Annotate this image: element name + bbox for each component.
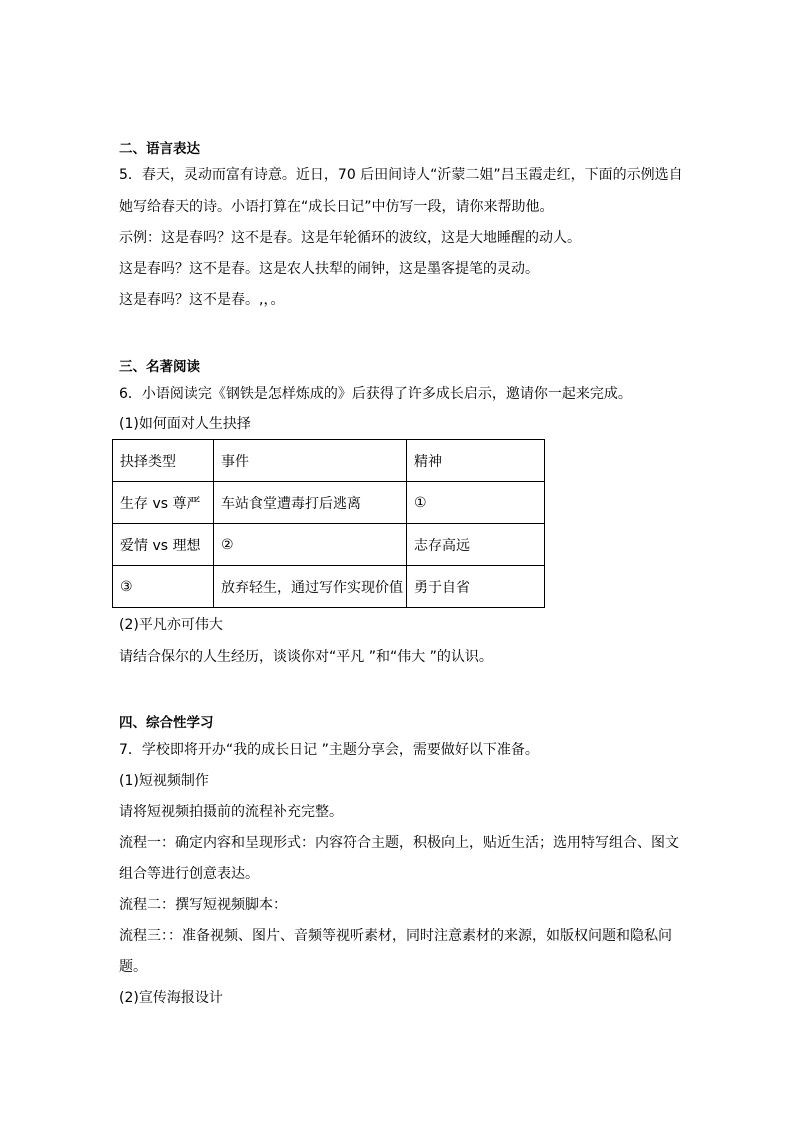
question-7-sub-2: (2)宣传海报设计 — [119, 990, 223, 1006]
table-row — [113, 566, 545, 608]
question-6-sub-2-text: 请结合保尔的人生经历，谈谈你对“平凡 ”和“伟大 ”的认识。 — [119, 649, 493, 665]
table-cell: 勇于自省 — [407, 566, 545, 608]
step-3-line-1: 流程三：：准备视频、图片、音频等视听素材，同时注意素材的来源，如版权问题和隐私问 — [119, 928, 672, 944]
question-7-sub-1: (1)短视频制作 — [119, 773, 209, 789]
question-6-sub-1: (1)如何面对人生抉择 — [119, 416, 251, 432]
question-5-line-2: 她写给春天的诗。小语打算在“成长日记”中仿写一段，请你来帮助他。 — [119, 199, 554, 215]
step-2: 流程二：撰写短视频脚本： — [119, 897, 287, 913]
table-header-cell: 精神 — [407, 440, 545, 482]
table-header-cell: 事件 — [214, 440, 407, 482]
example-line-2: 这是春吗？这不是春。这是农人扶犁的闹钟，这是墨客提笔的灵动。 — [119, 261, 539, 277]
table-cell: ③ — [113, 566, 214, 608]
section-heading-comprehensive: 四、综合性学习 — [119, 715, 214, 731]
question-7: 7．学校即将开办“我的成长日记 ”主题分享会，需要做好以下准备。 — [119, 742, 539, 758]
life-choices-table — [112, 439, 545, 608]
table-header-row — [113, 440, 545, 482]
table-row — [113, 482, 545, 524]
table-cell: 志存高远 — [407, 524, 545, 566]
section-heading-language: 二、语言表达 — [119, 141, 200, 157]
step-3-line-2: 题。 — [119, 959, 147, 975]
question-6-sub-2: (2)平凡亦可伟大 — [119, 617, 223, 633]
example-line-3: 这是春吗？这不是春。,，。 — [119, 292, 285, 308]
step-1-line-1: 流程一：确定内容和呈现形式：内容符合主题，积极向上，贴近生活；选用特写组合、图文 — [119, 835, 679, 851]
table-cell: 爱情 vs 理想 — [113, 524, 214, 566]
table-cell: 放弃轻生，通过写作实现价值 — [214, 566, 407, 608]
question-6: 6．小语阅读完《钢铁是怎样炼成的》后获得了许多成长启示，邀请你一起来完成。 — [119, 386, 632, 402]
question-7-sub-1-text: 请将短视频拍摄前的流程补充完整。 — [119, 804, 343, 820]
step-1-line-2: 组合等进行创意表达。 — [119, 866, 259, 882]
table-row — [113, 524, 545, 566]
example-line-1: 示例：这是春吗？这不是春。这是年轮循环的波纹，这是大地睡醒的动人。 — [119, 230, 581, 246]
table-cell: 生存 vs 尊严 — [113, 482, 214, 524]
table-header-cell: 抉择类型 — [113, 440, 214, 482]
table-cell: ① — [407, 482, 545, 524]
table-cell: ② — [214, 524, 407, 566]
question-5-line-1: 5．春天，灵动而富有诗意。近日，70 后田间诗人“沂蒙二姐”吕玉霞走红，下面的示例选自 — [119, 167, 683, 183]
table-cell: 车站食堂遭毒打后逃离 — [214, 482, 407, 524]
section-heading-classics: 三、名著阅读 — [119, 359, 200, 375]
